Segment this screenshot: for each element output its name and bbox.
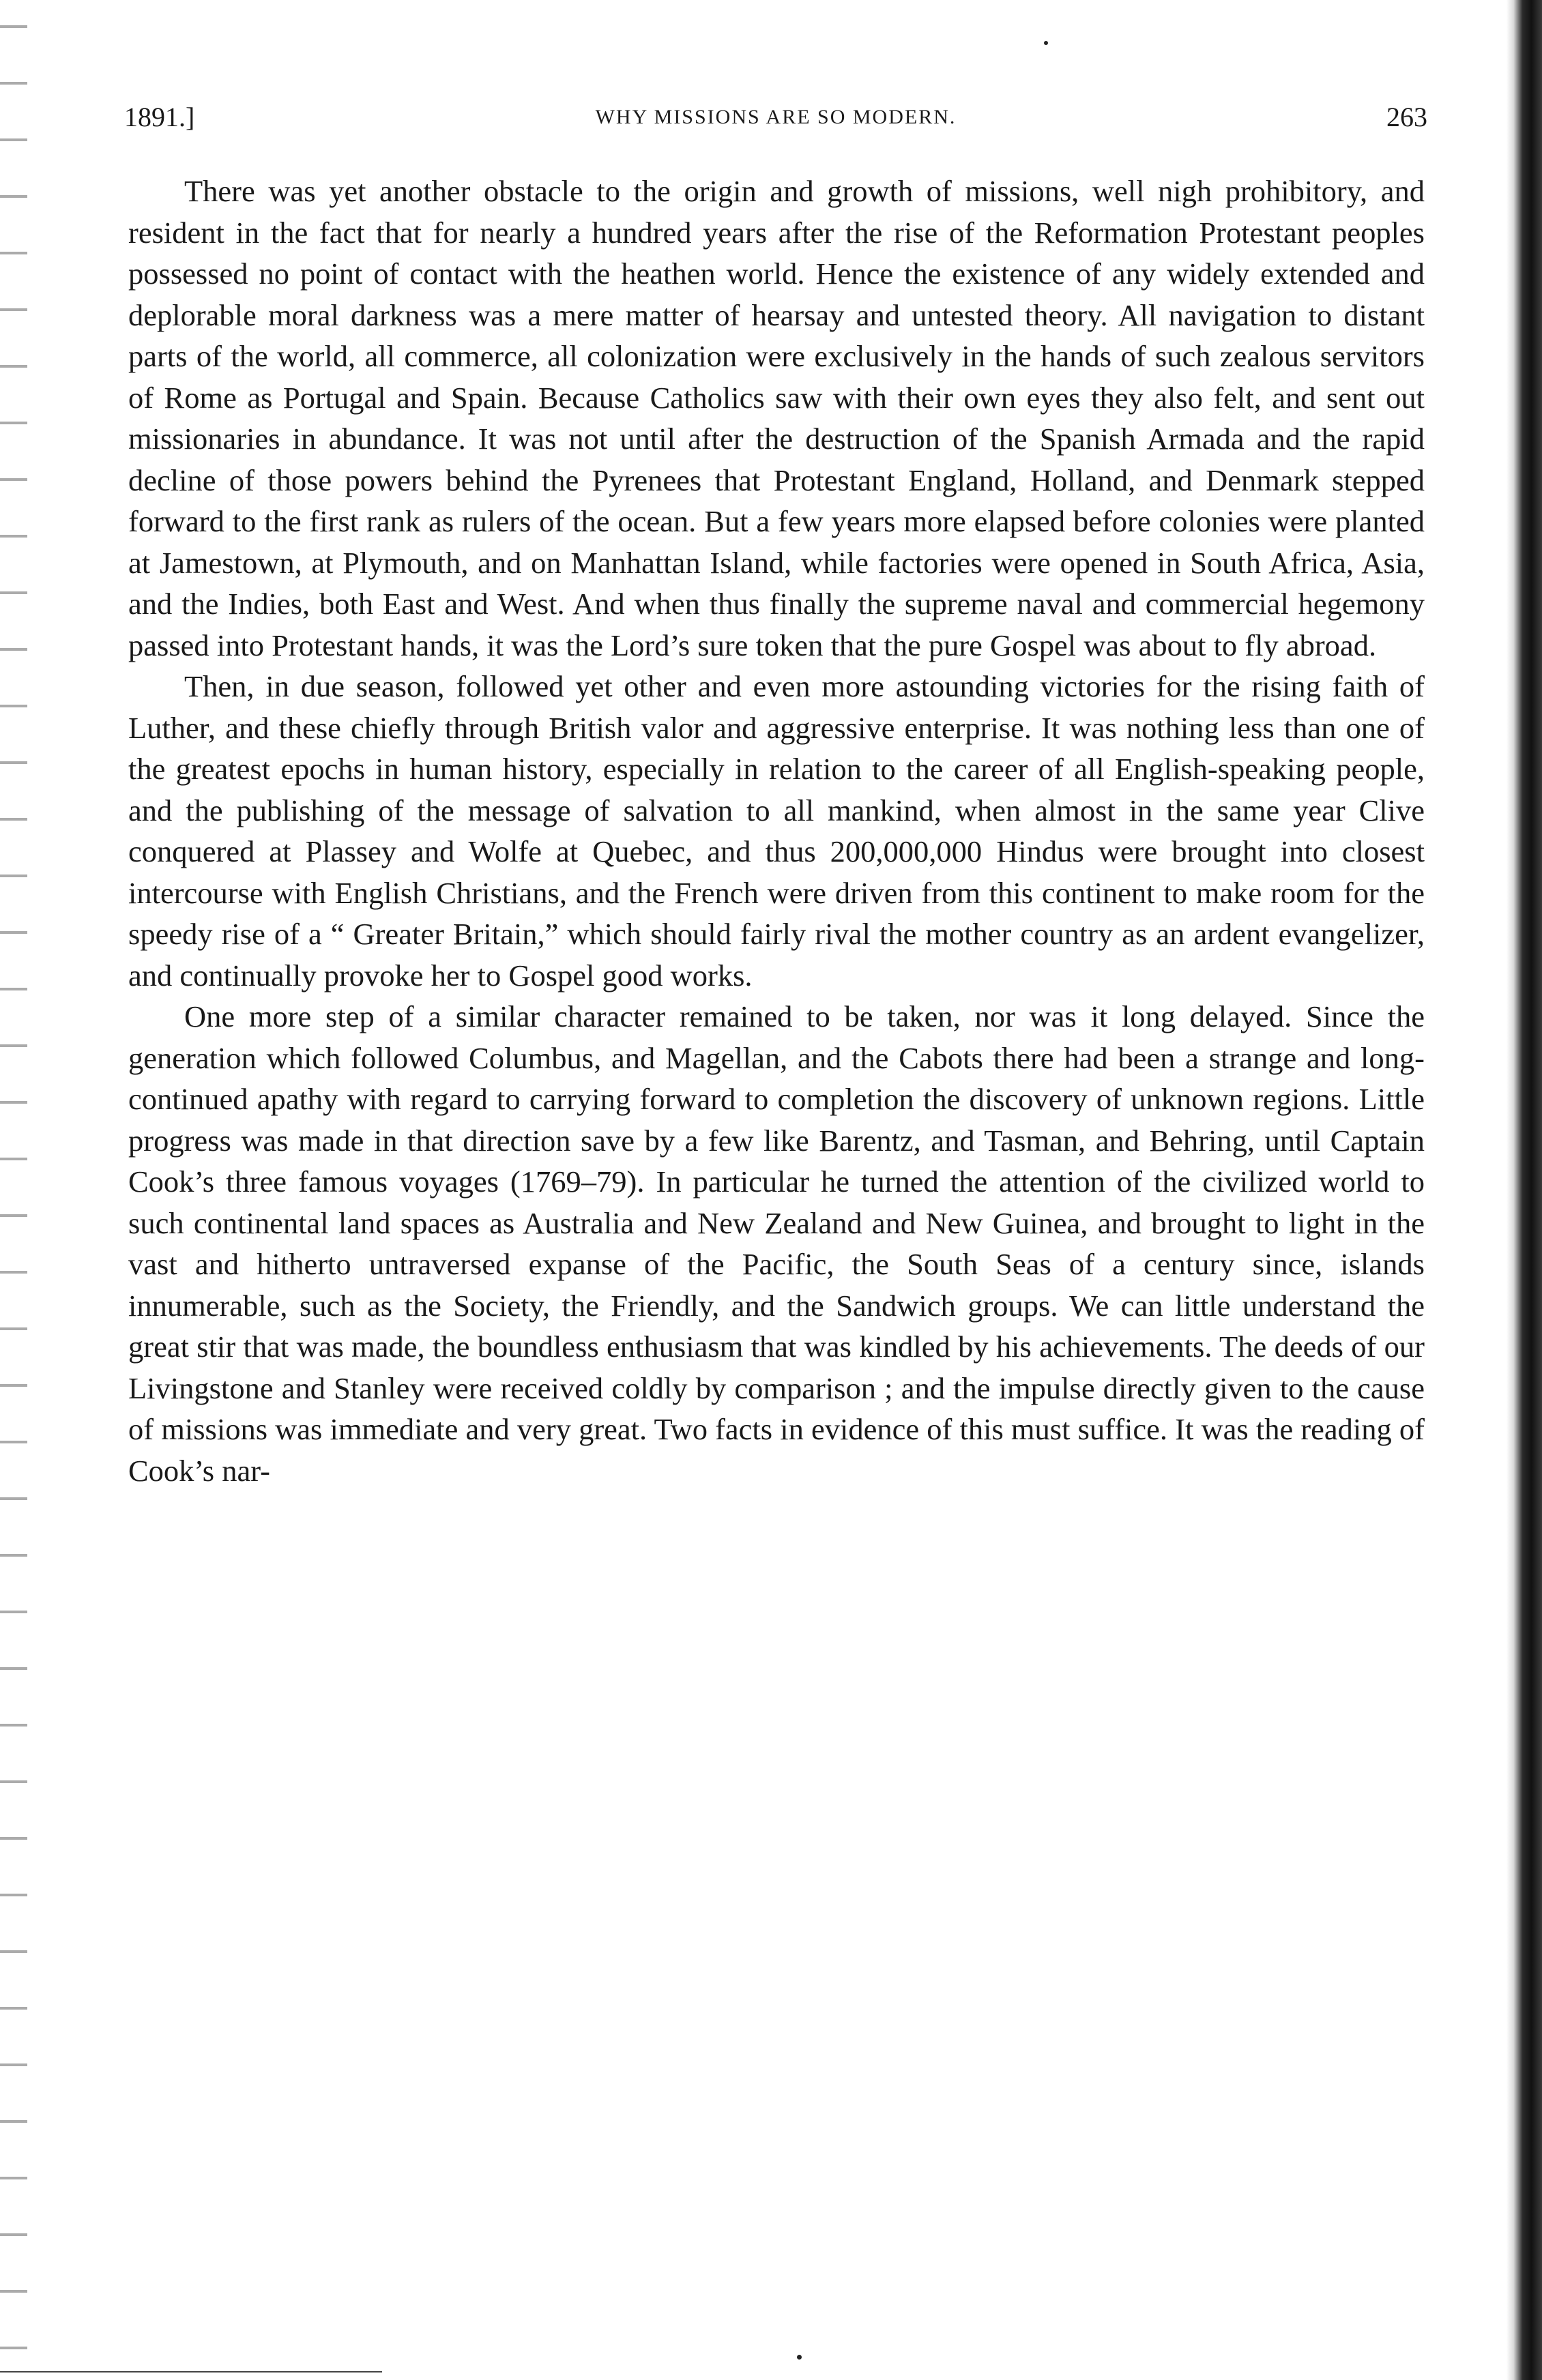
- running-head-title: WHY MISSIONS ARE SO MODERN.: [595, 106, 957, 128]
- page-number: 263: [1386, 102, 1427, 132]
- running-head: [124, 97, 1427, 138]
- paragraph: Then, in due season, followed yet other and even more astounding victories for the rising faith of Luther, and these chiefly through British valor and aggressive enterprise. It was nothing less than one of the greatest epochs in human history, especially in relation to the career of all English-speaking people, and the publishing of the message of salvation to all mankind, when almost in the same year Clive conquered at Plassey and Wolfe at Quebec, and thus 200,000,000 Hindus were brought into closest intercourse with English Christians, and the French were driven from this continent to make room for the speedy rise of a “ Greater Britain,” which should fairly rival the mother country as an ardent evangelizer, and continually provoke her to Gospel good works.: [128, 669, 1425, 993]
- scan-speck: [1044, 41, 1048, 45]
- paragraph: There was yet another obstacle to the origin and growth of missions, well nigh prohibitory, and resident in the fact that for nearly a hundred years after the rise of the Reformation Protestant peoples possessed no point of contact with the heathen world. Hence the existence of any widely extended and deplorable moral darkness was a mere matter of hearsay and untested theory. All navigation to distant parts of the world, all commerce, all colonization were exclusively in the hands of such zealous servitors of Rome as Portugal and Spain. Because Catholics saw with their own eyes they also felt, and sent out missionaries in abundance. It was not until after the destruction of the Spanish Armada and the rapid decline of those powers behind the Pyrenees that Protestant England, Holland, and Denmark stepped forward to the first rank as rulers of the ocean. But a few years more elapsed before colonies were planted at Jamestown, at Plymouth, and on Manhattan Island, while factories were opened in South Africa, Asia, and the Indies, both East and West. And when thus finally the supreme naval and commercial hegemony passed into Protestant hands, it was the Lord’s sure token that the pure Gospel was about to fly abroad.: [128, 174, 1425, 662]
- bottom-rule: [0, 2371, 382, 2372]
- paragraph: One more step of a similar character remained to be taken, nor was it long delayed. Since the generation which followed Columbus, and Magellan, and the Cabots there had been a strange and long-continued apathy with regard to carrying forward to completion the discovery of unknown regions. Little progress was made in that direction save by a few like Barentz, and Tasman, and Behring, until Captain Cook’s three famous voyages (1769–79). In particular he turned the attention of the civilized world to such continental land spaces as Australia and New Zealand and New Guinea, and brought to light in the vast and hitherto untraversed expanse of the Pacific, the South Seas of a century since, islands innumerable, such as the Society, the Friendly, and the Sandwich groups. We can little understand the great stir that was made, the boundless enthusiasm that was kindled by his achievements. The deeds of our Livingstone and Stanley were received coldly by comparison ; and the impulse directly given to the cause of missions was immediate and very great. Two facts in evidence of this must suffice. It was the reading of Cook’s nar-: [128, 999, 1425, 1488]
- running-head-year: 1891.]: [124, 102, 195, 132]
- scan-gutter: [0, 0, 27, 2380]
- scan-page-edge: [1507, 0, 1542, 2380]
- body-text: [128, 171, 1425, 1491]
- scan-speck: [797, 2355, 802, 2360]
